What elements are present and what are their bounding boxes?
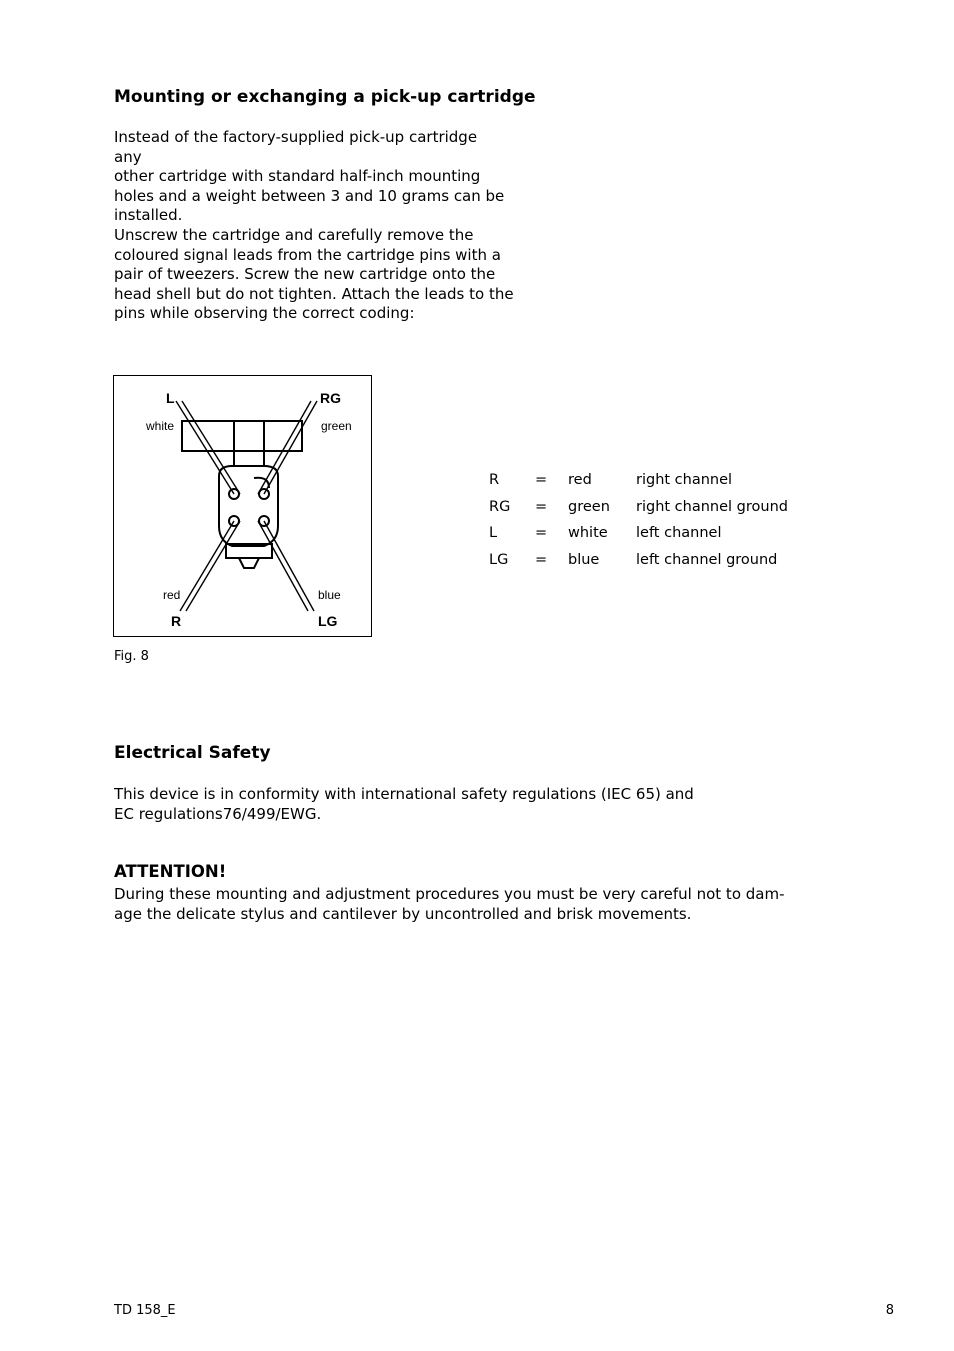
label-r: R [171, 613, 182, 629]
legend-color: blue [568, 551, 600, 568]
text-line: pair of tweezers. Screw the new cartridge onto the [114, 265, 496, 284]
footer-doc-id: TD 158_E [114, 1303, 176, 1318]
legend-color: white [568, 525, 608, 541]
legend-meaning: right channel ground [636, 498, 788, 515]
legend-equals: = [535, 551, 548, 568]
footer-page-number: 8 [885, 1303, 894, 1318]
legend-equals: = [535, 472, 548, 488]
text-line: age the delicate stylus and cantilever by uncontrolled and brisk movements. [114, 905, 692, 923]
legend-meaning: left channel [636, 525, 722, 541]
lead-green [264, 401, 317, 494]
lead-white [176, 401, 234, 494]
stylus [239, 558, 259, 568]
label-green: green [321, 419, 352, 433]
legend-code: R [489, 472, 500, 488]
legend-code: L [489, 525, 498, 541]
legend-equals: = [535, 525, 548, 541]
label-white: white [146, 419, 175, 433]
headshell-mount [234, 421, 264, 466]
attention-heading: ATTENTION! [114, 862, 227, 881]
legend-equals: = [535, 498, 548, 515]
section-heading-mounting: Mounting or exchanging a pick-up cartridge [114, 87, 536, 107]
text-line: other cartridge with standard half-inch mounting [114, 167, 481, 186]
mounting-instructions [114, 128, 554, 324]
cartridge-body [219, 466, 278, 546]
label-red: red [163, 588, 181, 602]
legend-code: LG [489, 551, 509, 568]
lead-red [180, 521, 234, 611]
text-line: pins while observing the correct coding: [114, 304, 415, 323]
text-line: head shell but do not tighten. Attach the leads to the [114, 284, 514, 303]
text-line: This device is in conformity with international safety regulations (IEC 65) and [114, 785, 694, 803]
legend-meaning: left channel ground [636, 551, 778, 568]
label-blue: blue [318, 588, 341, 602]
text-line: Unscrew the cartridge and carefully remove the [114, 225, 474, 244]
lead-blue [264, 521, 314, 611]
safety-text [114, 785, 694, 824]
label-l: L [166, 390, 175, 406]
figure-caption: Fig. 8 [114, 649, 149, 664]
legend-color: red [568, 472, 592, 488]
attention-text [114, 884, 785, 924]
cartridge-diagram [114, 376, 371, 636]
headshell-bar [182, 421, 302, 451]
legend-meaning: right channel [636, 472, 733, 488]
label-rg: RG [320, 390, 341, 406]
text-line: EC regulations76/499/EWG. [114, 804, 322, 823]
text-line: any [114, 147, 142, 166]
label-lg: LG [318, 613, 338, 629]
cartridge-wiring-figure [113, 375, 372, 637]
legend-color: green [568, 498, 610, 515]
text-line: installed. [114, 206, 183, 225]
section-heading-electrical-safety: Electrical Safety [114, 743, 271, 763]
text-line: Instead of the factory-supplied pick-up cartridge [114, 128, 478, 146]
legend-code: RG [489, 498, 511, 515]
text-line: During these mounting and adjustment procedures you must be very careful not to dam- [114, 885, 785, 903]
text-line: holes and a weight between 3 and 10 grams can be [114, 186, 505, 205]
text-line: coloured signal leads from the cartridge pins with a [114, 245, 501, 264]
